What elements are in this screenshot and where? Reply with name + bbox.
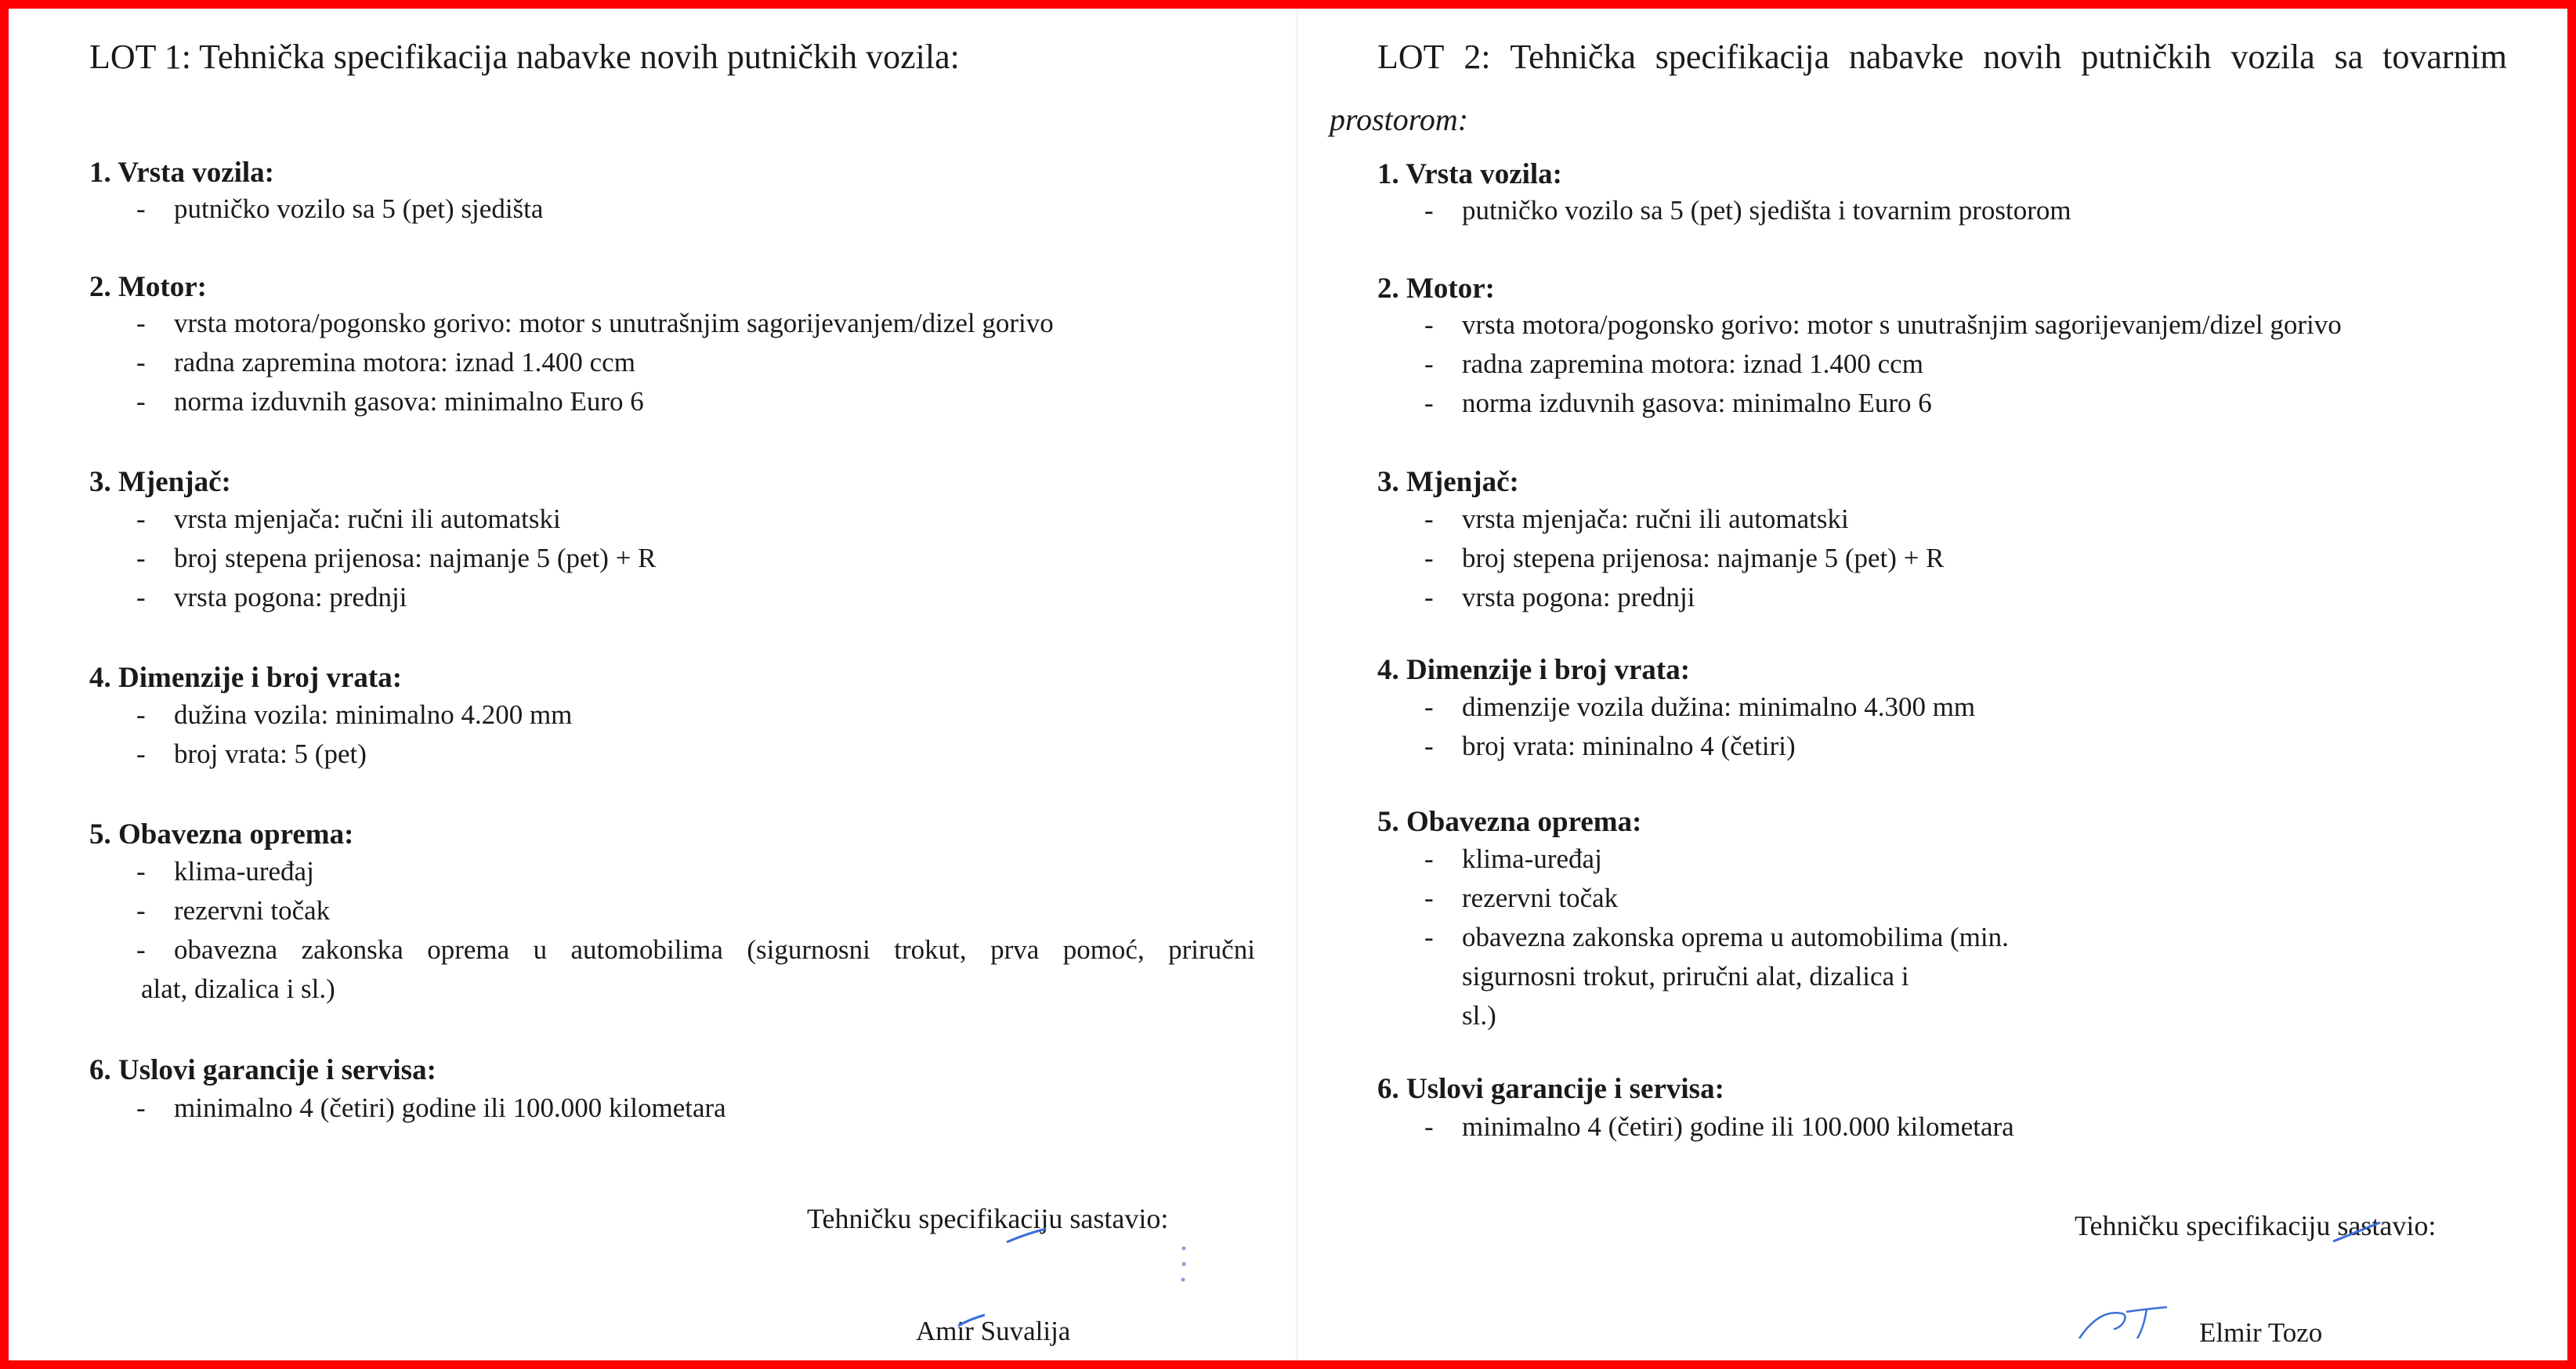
lot1-heading-4: 4. Dimenzije i broj vrata: <box>89 662 403 694</box>
word: zakonska <box>301 934 403 965</box>
lot2-heading-4: 4. Dimenzije i broj vrata: <box>1377 654 1691 686</box>
list-dash: - <box>1424 731 1434 761</box>
list-dash: - <box>1424 309 1434 340</box>
lot1-signature-name: Amir Suvalija <box>916 1316 1071 1346</box>
lot1-heading-5: 5. Obavezna oprema: <box>89 818 354 851</box>
list-dash: - <box>136 504 146 534</box>
list-dash: - <box>1424 692 1434 722</box>
lot1-item-2-2: radna zapremina motora: iznad 1.400 ccm <box>174 347 635 377</box>
word: priručni <box>1168 934 1255 965</box>
lot2-title <box>1377 37 2507 77</box>
lot1-item-5-3-line2: alat, dizalica i sl.) <box>141 973 335 1004</box>
lot2-heading-1: 1. Vrsta vozila: <box>1377 158 1563 190</box>
lot2-heading-2: 2. Motor: <box>1377 273 1495 305</box>
lot2-signature-label: Tehničku specifikaciju sastavio: <box>2075 1210 2437 1241</box>
lot2-item-5-1: klima-uređaj <box>1462 843 1602 874</box>
word: putničkih <box>2081 38 2212 76</box>
word: sa <box>2334 38 2364 76</box>
lot1-item-1-1: putničko vozilo sa 5 (pet) sjedišta <box>174 193 544 224</box>
word: vozila <box>2230 38 2315 76</box>
list-dash: - <box>136 308 146 338</box>
list-dash: - <box>136 856 146 887</box>
lot1-column <box>9 9 1296 1360</box>
lot2-item-5-3-line2: sigurnosni trokut, priručni alat, dizalica i <box>1462 961 1909 992</box>
lot1-item-2-1: vrsta motora/pogonsko gorivo: motor s unutrašnjim sagorijevanjem/dizel gorivo <box>174 308 1054 338</box>
word: 2: <box>1463 38 1491 76</box>
lot2-title-continuation: prostorom: <box>1330 102 1469 137</box>
lot2-item-3-3: vrsta pogona: prednji <box>1462 582 1695 612</box>
word: (sigurnosni <box>747 934 870 965</box>
list-dash: - <box>136 739 146 769</box>
word: automobilima <box>570 934 723 965</box>
lot2-item-2-2: radna zapremina motora: iznad 1.400 ccm <box>1462 349 1923 379</box>
lot2-item-4-1: dimenzije vozila dužina: minimalno 4.300 mm <box>1462 692 1976 722</box>
word: oprema <box>427 934 510 965</box>
list-dash: - <box>1424 195 1434 226</box>
lot1-item-3-3: vrsta pogona: prednji <box>174 582 407 612</box>
lot1-heading-2: 2. Motor: <box>89 271 207 303</box>
lot1-item-2-3: norma izduvnih gasova: minimalno Euro 6 <box>174 386 644 417</box>
document-page <box>9 9 2567 1360</box>
list-dash: - <box>136 543 146 573</box>
word: LOT <box>1377 38 1445 76</box>
list-dash: - <box>136 582 146 612</box>
lot1-item-6-1: minimalno 4 (četiri) godine ili 100.000 kilometara <box>174 1093 726 1123</box>
word: nabavke <box>1848 38 1964 76</box>
signature-scribble-icon <box>2330 1219 2385 1246</box>
signature-dots-icon <box>1176 1242 1192 1289</box>
lot2-item-5-2: rezervni točak <box>1462 883 1619 913</box>
lot1-item-3-2: broj stepena prijenosa: najmanje 5 (pet) + R <box>174 543 657 573</box>
list-dash: - <box>136 1093 146 1123</box>
lot2-heading-5: 5. Obavezna oprema: <box>1377 806 1642 838</box>
word: prva <box>990 934 1040 965</box>
lot1-heading-3: 3. Mjenjač: <box>89 466 231 498</box>
signature-scribble-icon <box>1004 1226 1051 1245</box>
signature-scribble-icon <box>2075 1304 2184 1343</box>
lot2-heading-3: 3. Mjenjač: <box>1377 466 1519 498</box>
lot1-heading-6: 6. Uslovi garancije i servisa: <box>89 1054 436 1086</box>
list-dash: - <box>136 895 146 926</box>
list-dash: - <box>1424 922 1434 952</box>
lot2-item-6-1: minimalno 4 (četiri) godine ili 100.000 kilometara <box>1462 1111 2014 1142</box>
lot2-column <box>1296 9 2567 1360</box>
word: novih <box>1983 38 2062 76</box>
list-dash: - <box>1424 883 1434 913</box>
lot1-item-5-3-line1 <box>174 934 1255 966</box>
word: specifikacija <box>1655 38 1830 76</box>
lot2-signature-name: Elmir Tozo <box>2199 1317 2323 1348</box>
list-dash: - <box>136 934 146 965</box>
list-dash: - <box>1424 504 1434 534</box>
lot2-heading-6: 6. Uslovi garancije i servisa: <box>1377 1073 1724 1105</box>
signature-stroke-icon <box>957 1312 988 1331</box>
list-dash: - <box>1424 349 1434 379</box>
list-dash: - <box>136 193 146 224</box>
lot1-item-3-1: vrsta mjenjača: ručni ili automatski <box>174 504 561 534</box>
lot2-item-3-1: vrsta mjenjača: ručni ili automatski <box>1462 504 1849 534</box>
lot2-item-4-2: broj vrata: mininalno 4 (četiri) <box>1462 731 1796 761</box>
lot1-item-4-2: broj vrata: 5 (pet) <box>174 739 367 769</box>
word: u <box>533 934 548 965</box>
word: obavezna <box>174 934 278 965</box>
word: pomoć, <box>1062 934 1145 965</box>
lot2-item-1-1: putničko vozilo sa 5 (pet) sjedišta i tovarnim prostorom <box>1462 195 2071 226</box>
list-dash: - <box>1424 843 1434 874</box>
list-dash: - <box>1424 582 1434 612</box>
lot2-item-2-1: vrsta motora/pogonsko gorivo: motor s unutrašnjim sagorijevanjem/dizel gorivo <box>1462 309 2342 340</box>
lot1-title: LOT 1: Tehnička specifikacija nabavke novih putničkih vozila: <box>89 38 960 76</box>
lot1-item-5-2: rezervni točak <box>174 895 331 926</box>
lot1-item-5-1: klima-uređaj <box>174 856 314 887</box>
list-dash: - <box>136 347 146 377</box>
word: Tehnička <box>1510 38 1636 76</box>
list-dash: - <box>1424 1111 1434 1142</box>
word: tovarnim <box>2382 38 2507 76</box>
list-dash: - <box>136 699 146 730</box>
lot2-item-5-3-line3: sl.) <box>1462 1000 1496 1031</box>
lot2-item-2-3: norma izduvnih gasova: minimalno Euro 6 <box>1462 388 1932 418</box>
lot1-heading-1: 1. Vrsta vozila: <box>89 157 275 189</box>
lot2-item-3-2: broj stepena prijenosa: najmanje 5 (pet) + R <box>1462 543 1945 573</box>
lot2-item-5-3-line1: obavezna zakonska oprema u automobilima (min. <box>1462 922 2009 952</box>
list-dash: - <box>1424 388 1434 418</box>
lot1-item-4-1: dužina vozila: minimalno 4.200 mm <box>174 699 573 730</box>
list-dash: - <box>136 386 146 417</box>
list-dash: - <box>1424 543 1434 573</box>
lot1-signature-label: Tehničku specifikaciju sastavio: <box>807 1203 1169 1234</box>
word: trokut, <box>894 934 967 965</box>
